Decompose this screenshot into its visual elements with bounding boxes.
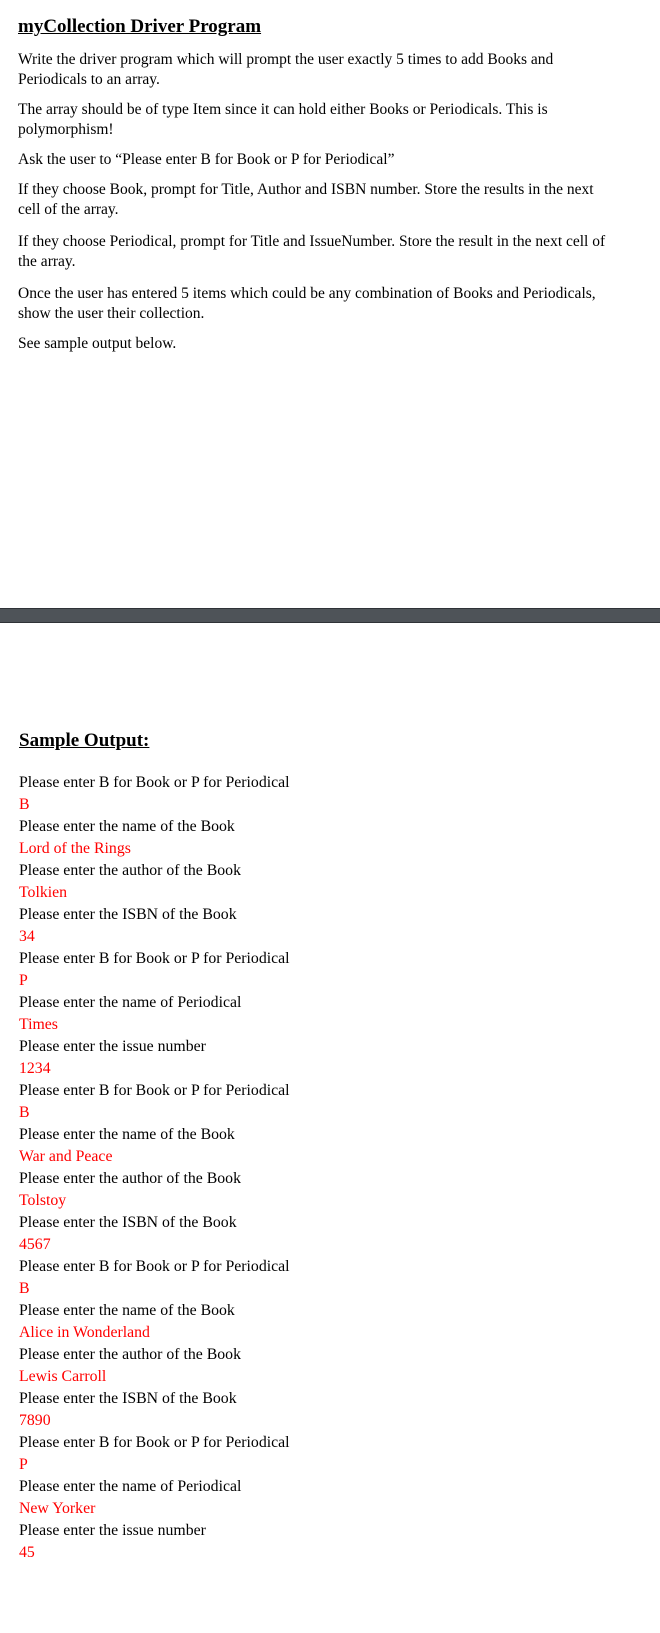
prompt-line: Please enter the name of the Book xyxy=(19,818,235,835)
prompt-line: Please enter the name of Periodical xyxy=(19,994,242,1011)
user-input-line: Tolkien xyxy=(19,884,68,901)
prompt-line: Please enter B for Book or P for Periodical xyxy=(19,774,290,791)
instruction-paragraph: See sample output below. xyxy=(18,335,177,352)
user-input-line: Times xyxy=(19,1016,58,1033)
prompt-line: Please enter the author of the Book xyxy=(19,862,241,879)
user-input-line: P xyxy=(19,972,28,989)
prompt-line: Please enter the issue number xyxy=(19,1522,206,1539)
page-divider xyxy=(0,608,660,623)
prompt-line: Please enter B for Book or P for Periodical xyxy=(19,1258,290,1275)
prompt-line: Please enter B for Book or P for Periodical xyxy=(19,1434,290,1451)
prompt-line: Please enter the name of Periodical xyxy=(19,1478,242,1495)
user-input-line: 7890 xyxy=(19,1412,51,1429)
user-input-line: New Yorker xyxy=(19,1500,96,1517)
document-page-1 xyxy=(0,0,660,610)
document-title: myCollection Driver Program xyxy=(18,16,262,37)
instruction-paragraph: Once the user has entered 5 items which could be any combination of Books and Periodicals, show the user their collection. xyxy=(18,285,596,322)
prompt-line: Please enter the author of the Book xyxy=(19,1346,241,1363)
prompt-line: Please enter the name of the Book xyxy=(19,1302,235,1319)
instruction-paragraph: Ask the user to “Please enter B for Book or P for Periodical” xyxy=(18,151,395,168)
prompt-line: Please enter the ISBN of the Book xyxy=(19,1214,237,1231)
prompt-line: Please enter B for Book or P for Periodical xyxy=(19,1082,290,1099)
sample-output-heading: Sample Output: xyxy=(19,730,150,751)
prompt-line: Please enter the ISBN of the Book xyxy=(19,1390,237,1407)
user-input-line: 4567 xyxy=(19,1236,51,1253)
user-input-line: P xyxy=(19,1456,28,1473)
instruction-paragraph: The array should be of type Item since it can hold either Books or Periodicals. This is polymorphism! xyxy=(18,101,548,138)
prompt-line: Please enter the author of the Book xyxy=(19,1170,241,1187)
prompt-line: Please enter the name of the Book xyxy=(19,1126,235,1143)
sample-output-session xyxy=(19,772,639,1564)
user-input-line: War and Peace xyxy=(19,1148,113,1165)
user-input-line: B xyxy=(19,1104,30,1121)
document-page-2 xyxy=(0,623,660,1633)
user-input-line: 45 xyxy=(19,1544,35,1561)
user-input-line: 34 xyxy=(19,928,35,945)
prompt-line: Please enter the issue number xyxy=(19,1038,206,1055)
user-input-line: Lewis Carroll xyxy=(19,1368,107,1385)
user-input-line: B xyxy=(19,1280,30,1297)
prompt-line: Please enter B for Book or P for Periodical xyxy=(19,950,290,967)
user-input-line: Tolstoy xyxy=(19,1192,67,1209)
instruction-paragraph: If they choose Periodical, prompt for Title and IssueNumber. Store the result in the next cell of the array. xyxy=(18,233,606,270)
instruction-paragraph: If they choose Book, prompt for Title, Author and ISBN number. Store the results in the next cell of the array. xyxy=(18,181,594,218)
instruction-paragraph: Write the driver program which will prompt the user exactly 5 times to add Books and Periodicals to an array. xyxy=(18,51,554,88)
user-input-line: 1234 xyxy=(19,1060,51,1077)
user-input-line: B xyxy=(19,796,30,813)
user-input-line: Lord of the Rings xyxy=(19,840,131,857)
prompt-line: Please enter the ISBN of the Book xyxy=(19,906,237,923)
user-input-line: Alice in Wonderland xyxy=(19,1324,150,1341)
